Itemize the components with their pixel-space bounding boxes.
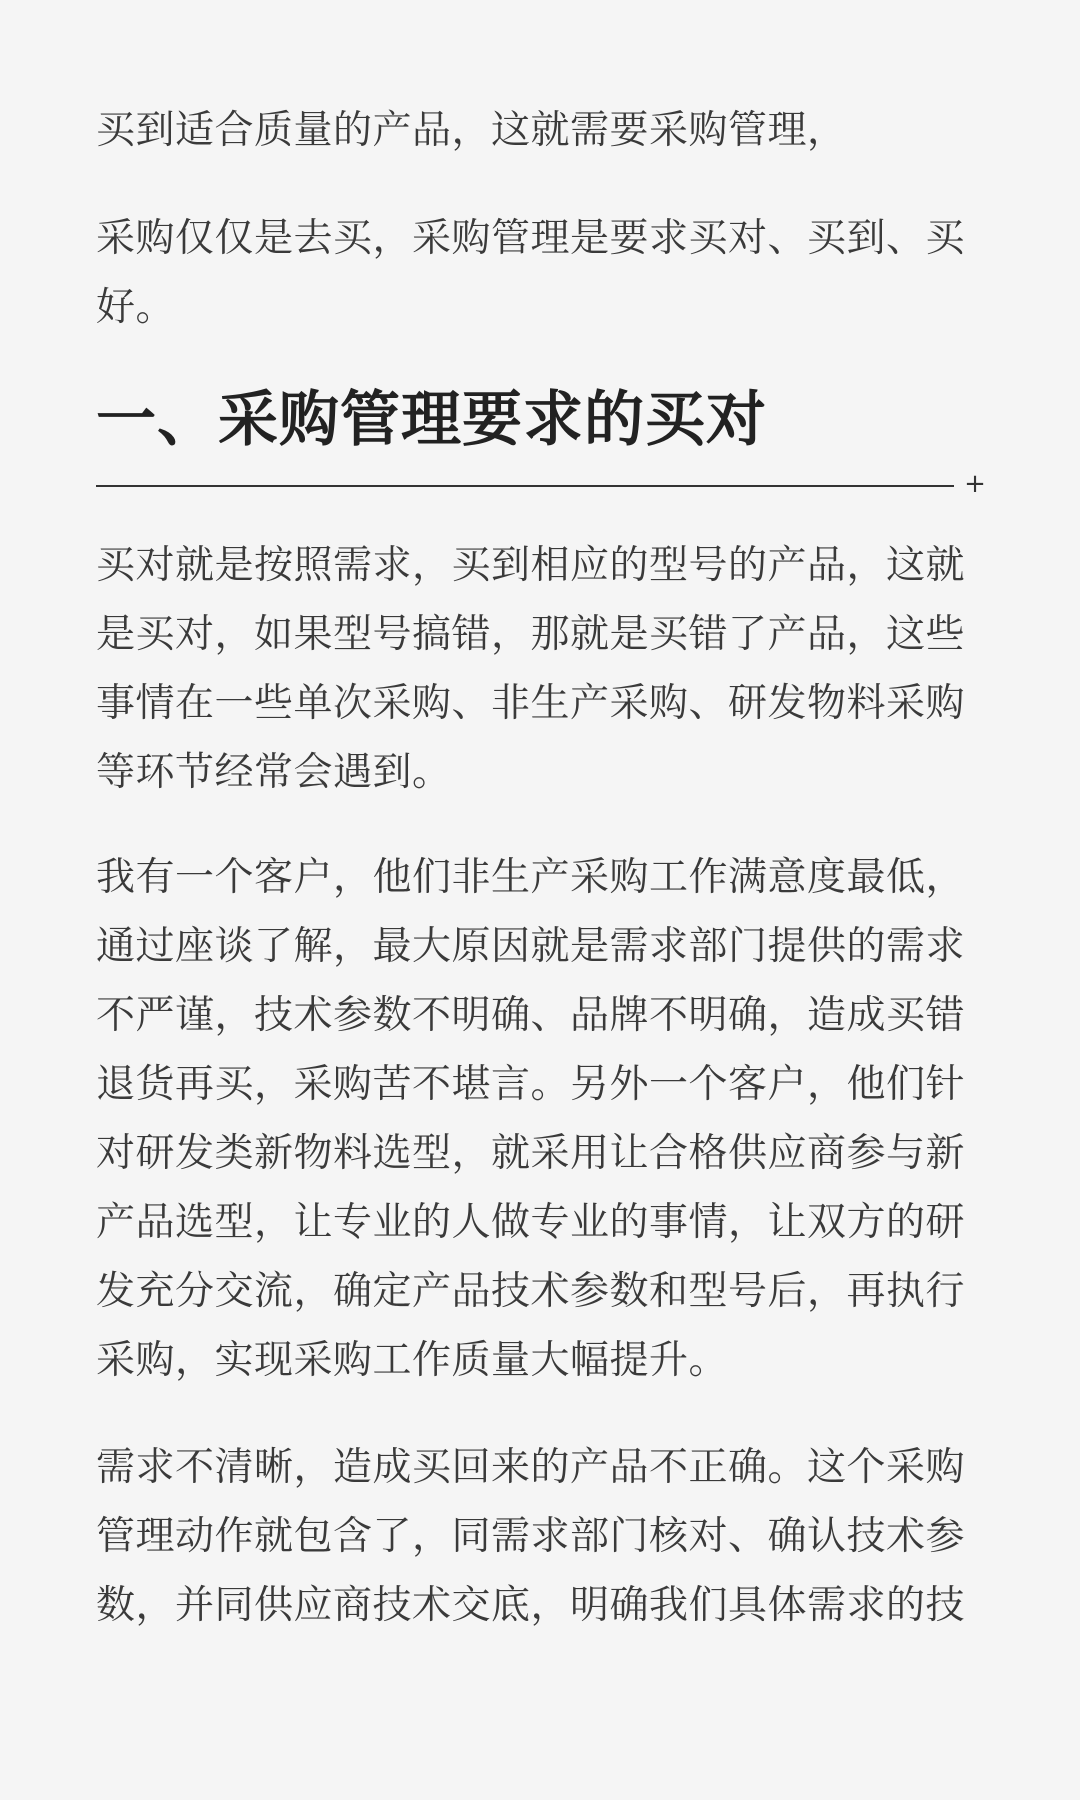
paragraph: 我有一个客户，他们非生产采购工作满意度最低，通过座谈了解，最大原因就是需求部门提供的需求不严谨，技术参数不明确、品牌不明确，造成买错退货再买，采购苦不堪言。另外一个客户，他们针对研发类新物料选型，就采用让合格供应商参与新产品选型，让专业的人做专业的事情，让双方的研发充分交流，确定产品技术参数和型号后，再执行采购，实现采购工作质量大幅提升。: [96, 855, 966, 1383]
paragraph: 采购仅仅是去买，采购管理是要求买对、买到、买好。: [96, 216, 966, 330]
plus-icon: +: [964, 469, 986, 499]
section-heading: 一、采购管理要求的买对: [96, 385, 767, 455]
section-divider: [96, 485, 954, 487]
paragraph: 买到适合质量的产品，这就需要采购管理，: [96, 108, 847, 153]
paragraph: 买对就是按照需求，买到相应的型号的产品，这就是买对，如果型号搞错，那就是买错了产品，这些事情在一些单次采购、非生产采购、研发物料采购等环节经常会遇到。: [96, 543, 966, 795]
paragraph: 需求不清晰，造成买回来的产品不正确。这个采购管理动作就包含了，同需求部门核对、确认技术参数，并同供应商技术交底，明确我们具体需求的技: [96, 1445, 966, 1628]
